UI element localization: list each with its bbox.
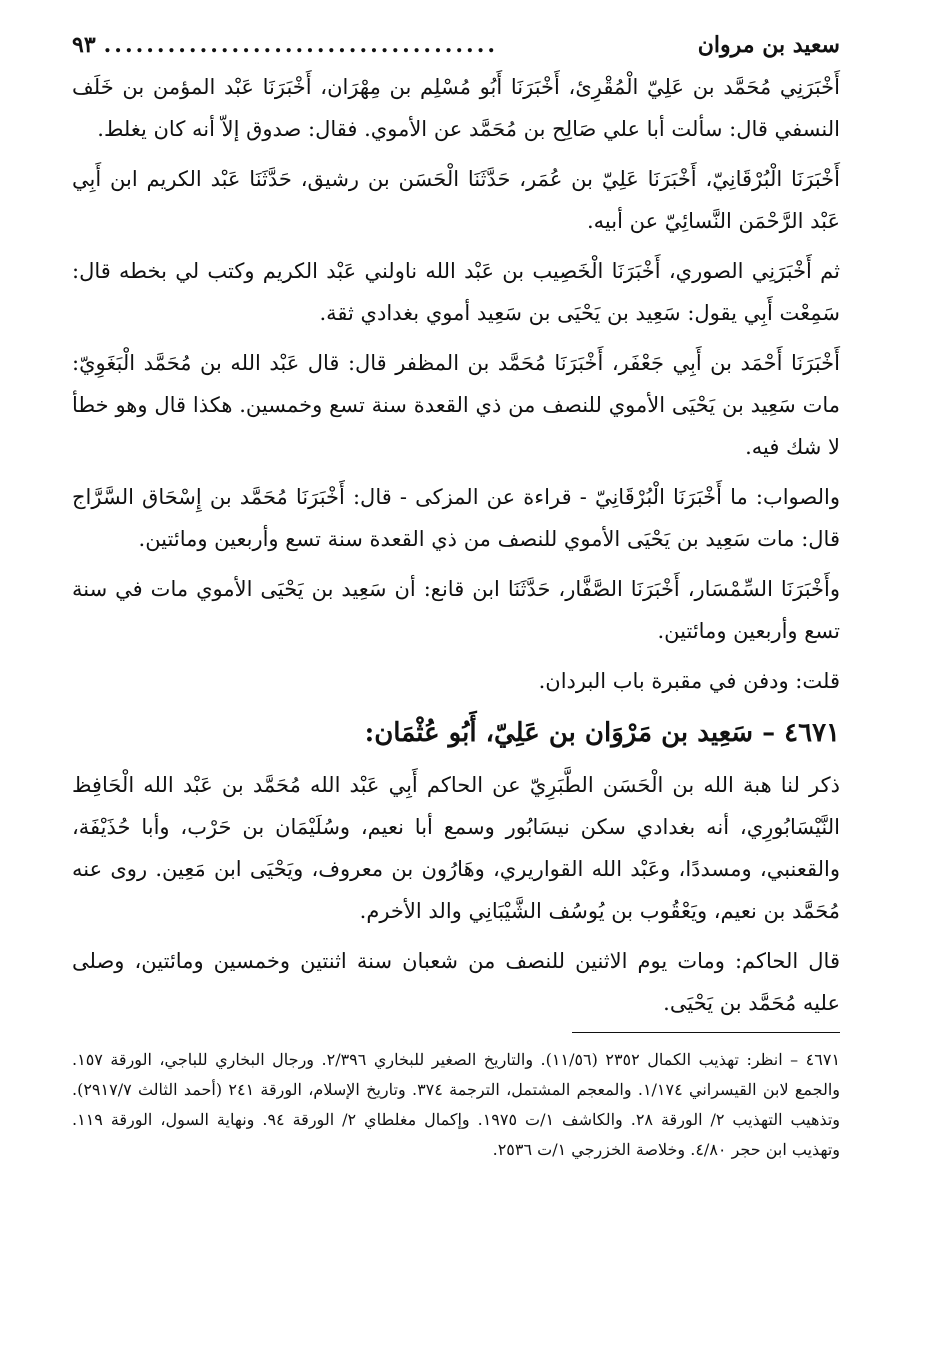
running-header: [72, 28, 840, 62]
paragraph: أَخْبَرَنَا الْبُرْقَانِيّ، أَخْبَرَنَا عَلِيّ بن عُمَر، حَدَّثَنَا الْحَسَن بن رشيق، حَدَّثَنَا عَبْد الكريم ابن أَبِي عَبْد الرَّحْمَن النَّسائِيّ عن أبيه.: [72, 167, 840, 233]
paragraph: ثم أَخْبَرَنِي الصوري، أَخْبَرَنَا الْخَصِيب بن عَبْد الله ناولني عَبْد الكريم وكتب لي بخطه قال: سَمِعْت أَبِي يقول: سَعِيد بن يَحْيَى بن سَعِيد أموي بغدادي ثقة.: [72, 259, 840, 325]
footnote-separator: [572, 1032, 840, 1033]
entry-paragraph: ذكر لنا هبة الله بن الْحَسَن الطَّبَرِيّ عن الحاكم أَبِي عَبْد الله مُحَمَّد بن عَبْد الله الْحَافِظ النَّيْسَابُورِي، أنه بغدادي سكن نيسَابُور وسمع أبا نعيم، وسُلَيْمَان بن حَرْب، وأبا حُذَيْفَة، والقعنبي، ومسددًا، وعَبْد الله القواريري، وهَارُون بن معروف، ويَحْيَى ابن مَعِين. روى عنه مُحَمَّد بن نعيم، ويَعْقُوب بن يُوسُف الشَّيْبَانِي والد الأخرم.: [72, 773, 840, 923]
paragraph: أَخْبَرَنَا أَحْمَد بن أَبِي جَعْفَر، أَخْبَرَنَا مُحَمَّد بن المظفر قال: قال عَبْد الله بن مُحَمَّد الْبَغَوِيّ: مات سَعِيد بن يَحْيَى الأموي للنصف من ذي القعدة سنة تسع وخمسين. هكذا قال وهو خطأ لا شك فيه.: [72, 351, 840, 459]
entry-paragraph: قال الحاكم: ومات يوم الاثنين للنصف من شعبان سنة اثنتين وخمسين ومائتين، وصلى عليه مُحَمَّد بن يَحْيَى.: [72, 949, 840, 1015]
paragraph: قلت: ودفن في مقبرة باب البردان.: [538, 669, 840, 693]
paragraph: أَخْبَرَنِي مُحَمَّد بن عَلِيّ الْمُقْرِئ، أَخْبَرَنَا أَبُو مُسْلِم بن مِهْرَان، أَخْبَرَنَا عَبْد المؤمن بن خَلَف النسفي قال: سألت أبا علي صَالِح بن مُحَمَّد عن الأموي. فقال: صدوق إلاّ أنه كان يغلط.: [72, 75, 840, 141]
footnote: ٤٦٧١ – انظر: تهذيب الكمال ٢٣٥٢ (١١/٥٦). والتاريخ الصغير للبخاري ٢/٣٩٦. ورجال البخاري للباجي، الورقة ١٥٧. والجمع لابن القيسراني ١/١٧٤. والمعجم المشتمل، الترجمة ٣٧٤. وتاريخ الإسلام، الورقة ٢٤١ (أحمد الثالث ٢٩١٧/٧). وتذهيب التهذيب ٢/ الورقة ٢٨. والكاشف ١/ت ١٩٧٥. وإكمال مغلطاي ٢/ الورقة ٩٤. ونهاية السول، الورقة ١١٩. وتهذيب ابن حجر ٤/٨٠. وخلاصة الخزرجي ١/ت ٢٥٣٦.: [72, 1050, 841, 1159]
paragraph: والصواب: ما أَخْبَرَنَا الْبُرْقَانِيّ - قراءة عن المزكى - قال: أَخْبَرَنَا مُحَمَّد بن إِسْحَاق السَّرَّاج قال: مات سَعِيد بن يَحْيَى الأموي للنصف من ذي القعدة سنة تسع وأربعين ومائتين.: [72, 485, 840, 551]
page-number: ٩٣: [72, 32, 96, 58]
book-page: [72, 28, 840, 1165]
paragraph: وأَخْبَرَنَا السِّمْسَار، أَخْبَرَنَا الصَّفَّار، حَدَّثَنَا ابن قانع: أن سَعِيد بن يَحْيَى الأموي مات في سنة تسع وأربعين ومائتين.: [72, 577, 840, 643]
leader-dots: .....................................: [103, 32, 499, 58]
entry-heading: ٤٦٧١ – سَعِيد بن مَرْوَان بن عَلِيّ، أَبُو عُثْمَان:: [364, 718, 840, 748]
running-title: سعيد بن مروان: [697, 32, 840, 58]
